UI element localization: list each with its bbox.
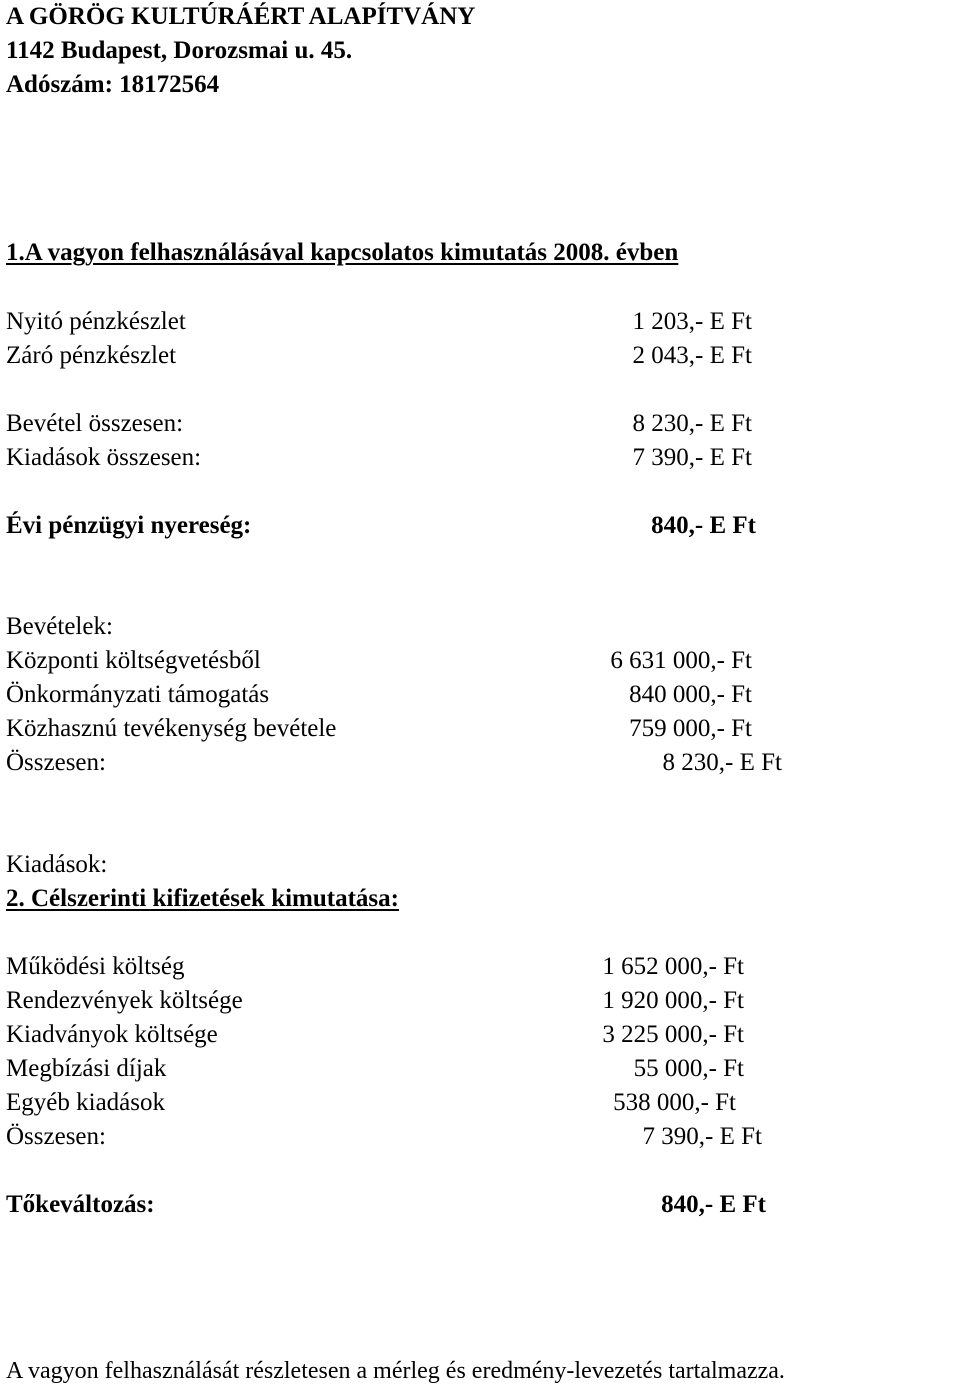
income-public-benefit-label: Közhasznú tevékenység bevétele <box>6 715 337 742</box>
closing-cash-value: 2 043,- E Ft <box>632 342 752 369</box>
expense-events-label: Rendezvények költsége <box>6 987 243 1014</box>
total-income-value: 8 230,- E Ft <box>632 410 752 437</box>
expenses-subtitle: 2. Célszerinti kifizetések kimutatása: <box>6 885 399 912</box>
section1-title: 1.A vagyon felhasználásával kapcsolatos kimutatás 2008. évben <box>6 239 679 266</box>
income-total-value: 8 230,- E Ft <box>662 749 782 776</box>
total-expenses-value: 7 390,- E Ft <box>632 444 752 471</box>
expense-events-value: 1 920 000,- Ft <box>602 987 744 1014</box>
annual-profit-value: 840,- E Ft <box>651 512 756 539</box>
expense-operating-value: 1 652 000,- Ft <box>602 953 744 980</box>
expense-commission-label: Megbízási díjak <box>6 1055 167 1082</box>
income-public-benefit-value: 759 000,- Ft <box>629 715 752 742</box>
income-heading: Bevételek: <box>6 613 113 640</box>
income-central-value: 6 631 000,- Ft <box>610 647 752 674</box>
expense-total-label: Összesen: <box>6 1123 106 1150</box>
annual-profit-label: Évi pénzügyi nyereség: <box>6 512 252 539</box>
org-address: 1142 Budapest, Dorozsmai u. 45. <box>6 37 353 64</box>
footer-note: A vagyon felhasználását részletesen a mérleg és eredmény-levezetés tartalmazza. <box>6 1358 785 1384</box>
expense-other-value: 538 000,- Ft <box>613 1089 736 1116</box>
total-income-label: Bevétel összesen: <box>6 410 184 437</box>
expense-operating-label: Működési költség <box>6 953 185 980</box>
expense-publications-label: Kiadványok költsége <box>6 1021 218 1048</box>
opening-cash-label: Nyitó pénzkészlet <box>6 308 186 335</box>
expense-total-value: 7 390,- E Ft <box>642 1123 762 1150</box>
income-central-label: Központi költségvetésből <box>6 647 261 674</box>
income-total-label: Összesen: <box>6 749 106 776</box>
capital-change-label: Tőkeváltozás: <box>6 1191 155 1218</box>
tax-id: Adószám: 18172564 <box>6 71 220 98</box>
income-municipal-label: Önkormányzati támogatás <box>6 681 270 708</box>
capital-change-value: 840,- E Ft <box>661 1191 766 1218</box>
expense-publications-value: 3 225 000,- Ft <box>602 1021 744 1048</box>
closing-cash-label: Záró pénzkészlet <box>6 342 177 369</box>
income-municipal-value: 840 000,- Ft <box>629 681 752 708</box>
org-name: A GÖRÖG KULTÚRÁÉRT ALAPÍTVÁNY <box>6 3 476 30</box>
expense-other-label: Egyéb kiadások <box>6 1089 165 1116</box>
opening-cash-value: 1 203,- E Ft <box>632 308 752 335</box>
total-expenses-label: Kiadások összesen: <box>6 444 202 471</box>
expense-commission-value: 55 000,- Ft <box>633 1055 744 1082</box>
expenses-heading: Kiadások: <box>6 851 108 878</box>
